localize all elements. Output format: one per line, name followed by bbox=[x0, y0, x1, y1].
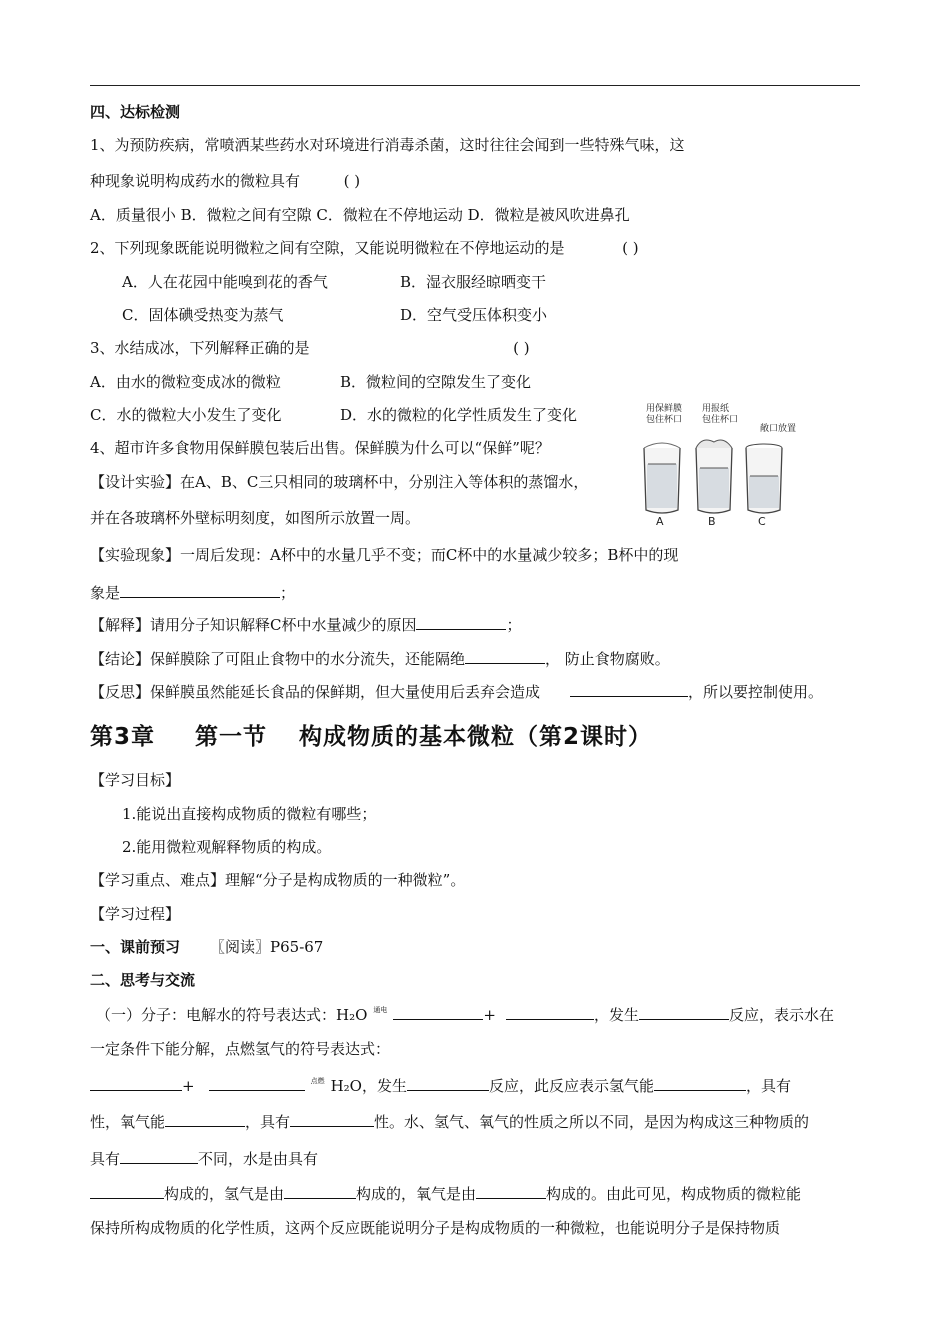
q2-answer-paren: ( ) bbox=[622, 239, 639, 257]
condition-ignite: 点燃 bbox=[310, 1077, 325, 1085]
q3-options-row2 bbox=[90, 405, 577, 425]
q3-line bbox=[90, 338, 530, 358]
oxygen-composition-label: 构成的，氧气是由 bbox=[356, 1185, 477, 1203]
discuss-heading: 二、思考与交流 bbox=[90, 971, 196, 989]
oxygen-ability-blank[interactable] bbox=[165, 1110, 245, 1127]
section-number: 第一节 bbox=[195, 724, 268, 750]
condition-electric: 通电 bbox=[373, 1006, 388, 1014]
oxygen-property-label: ，具有 bbox=[245, 1113, 291, 1131]
q3-option-a: A．由水的微粒变成冰的微粒 bbox=[90, 373, 281, 391]
reaction-type-blank[interactable] bbox=[639, 1003, 729, 1020]
cup-b-icon bbox=[696, 440, 732, 513]
q2-option-a: A．人在花园中能嗅到花的香气 bbox=[122, 273, 328, 291]
hydrogen-ability-blank[interactable] bbox=[654, 1074, 746, 1091]
plus-sign: + bbox=[483, 1006, 496, 1024]
molecule-line1-end: 反应，表示水在 bbox=[729, 1006, 835, 1024]
q4-phenomenon-end: ； bbox=[280, 584, 296, 602]
cup-a-letter: A bbox=[656, 515, 664, 528]
q3-options-row1 bbox=[90, 372, 531, 392]
hydrogen-composition-label: 构成的，氢气是由 bbox=[164, 1185, 285, 1203]
q4-stem: 4、超市许多食物用保鲜膜包装后出售。保鲜膜为什么可以“保鲜”呢？ bbox=[90, 439, 550, 457]
molecule-line2: 一定条件下能分解，点燃氢气的符号表达式： bbox=[90, 1040, 391, 1058]
plus-sign-2: + bbox=[182, 1077, 195, 1095]
hydrogen-ability-label: 反应，此反应表示氢气能 bbox=[488, 1077, 654, 1095]
q4-reflection-line bbox=[90, 680, 823, 702]
q2-option-c: C．固体碘受热变为蒸气 bbox=[122, 306, 284, 324]
q4-conclusion-end: ， 防止食物腐败。 bbox=[545, 650, 670, 668]
q4-design-line2: 并在各玻璃杯外壁标明刻度，如图所示放置一周。 bbox=[90, 509, 421, 527]
combustion-reaction-type-blank[interactable] bbox=[407, 1074, 489, 1091]
header-rule bbox=[90, 85, 860, 86]
q1-stem: 种现象说明构成药水的微粒具有 bbox=[90, 172, 301, 190]
process-heading: 【学习过程】 bbox=[90, 905, 181, 923]
electrolysis-product1-blank[interactable] bbox=[393, 1003, 483, 1020]
figure-label-b: 用报纸 包住杯口 bbox=[702, 404, 739, 425]
q4-phenomenon-line1: 【实验现象】一周后发现：A杯中的水量几乎不变；而C杯中的水量减少较多；B杯中的现 bbox=[90, 546, 679, 564]
electrolysis-label: （一）分子：电解水的符号表达式：H₂O bbox=[96, 1006, 368, 1024]
molecule-line5-end: 不同，水是由具有 bbox=[198, 1150, 319, 1168]
combustion-product: H₂O，发生 bbox=[330, 1077, 407, 1095]
q2-stem: 2、下列现象既能说明微粒之间有空隙，又能说明微粒在不停地运动的是 bbox=[90, 239, 565, 257]
molecule-line3 bbox=[90, 1074, 791, 1099]
molecule-line1 bbox=[96, 1003, 834, 1028]
q1-line2 bbox=[90, 171, 360, 191]
q1-options: A．质量很小 B．微粒之间有空隙 C．微粒在不停地运动 D．微粒是被风吹进鼻孔 bbox=[90, 206, 630, 224]
molecule-line5 bbox=[90, 1147, 318, 1169]
q4-conclusion-line bbox=[90, 647, 670, 669]
oxygen-property-blank[interactable] bbox=[290, 1110, 374, 1127]
q4-reflection-end: ，所以要控制使用。 bbox=[688, 683, 824, 701]
figure-label-c: 敞口放置 bbox=[760, 424, 797, 434]
chapter-number: 第3章 bbox=[90, 724, 156, 750]
reaction-word: ，发生 bbox=[593, 1006, 639, 1024]
q4-explain-label: 【解释】请用分子知识解释C杯中水量减少的原因 bbox=[90, 616, 417, 634]
q4-reflection-label: 【反思】保鲜膜虽然能延长食品的保鲜期，但大量使用后丢弃会造成 bbox=[90, 683, 541, 701]
water-particle-blank[interactable] bbox=[90, 1182, 164, 1199]
cups-drawing bbox=[636, 402, 808, 530]
section-heading: 四、达标检测 bbox=[90, 103, 181, 121]
q4-phenomenon-blank[interactable] bbox=[120, 581, 280, 598]
q4-conclusion-blank[interactable] bbox=[465, 647, 545, 664]
q3-option-b: B．微粒间的空隙发生了变化 bbox=[340, 373, 532, 391]
particle-blank[interactable] bbox=[120, 1147, 198, 1164]
q4-design-line1: 【设计实验】在A、B、C三只相同的玻璃杯中，分别注入等体积的蒸馏水， bbox=[90, 473, 589, 491]
figure-label-a: 用保鲜膜 包住杯口 bbox=[646, 404, 683, 425]
q4-reflection-blank[interactable] bbox=[570, 680, 688, 697]
cup-c-icon bbox=[746, 444, 782, 513]
electrolysis-product2-blank[interactable] bbox=[506, 1003, 594, 1020]
molecule-line3-end: ，具有 bbox=[746, 1077, 792, 1095]
goal-1: 1.能说出直接构成物质的微粒有哪些； bbox=[122, 805, 377, 823]
q4-phenomenon-label: 象是 bbox=[90, 584, 121, 602]
lesson-title: 构成物质的基本微粒（第2课时） bbox=[299, 724, 653, 750]
q2-option-d: D．空气受压体积变小 bbox=[400, 306, 548, 324]
q1-line1: 1、为预防疾病，常喷洒某些药水对环境进行消毒杀菌，这时往往会闻到一些特殊气味，这 bbox=[90, 136, 685, 154]
key-points: 【学习重点、难点】理解“分子是构成物质的一种微粒”。 bbox=[90, 871, 466, 889]
hydrogen-particle-blank[interactable] bbox=[284, 1182, 356, 1199]
q2-options-row1 bbox=[122, 272, 546, 292]
q4-explain-line bbox=[90, 613, 522, 635]
goal-2: 2.能用微粒观解释物质的构成。 bbox=[122, 838, 332, 856]
cup-a-icon bbox=[644, 443, 680, 513]
q2-option-b: B．湿衣服经晾晒变干 bbox=[400, 273, 547, 291]
q3-answer-paren: ( ) bbox=[513, 339, 530, 357]
molecule-line6 bbox=[90, 1182, 801, 1204]
q2-options-row2 bbox=[122, 305, 547, 325]
q4-explain-end: ； bbox=[506, 616, 522, 634]
q3-stem: 3、水结成冰，下列解释正确的是 bbox=[90, 339, 310, 357]
q4-explain-blank[interactable] bbox=[416, 613, 506, 630]
q4-conclusion-label: 【结论】保鲜膜除了可阻止食物中的水分流失，还能隔绝 bbox=[90, 650, 466, 668]
cup-b-letter: B bbox=[708, 515, 716, 528]
preview-line bbox=[90, 937, 323, 957]
preview-label: 一、课前预习 bbox=[90, 938, 181, 956]
molecule-line4-end: 性。水、氢气、氧气的性质之所以不同，是因为构成这三种物质的 bbox=[374, 1113, 810, 1131]
molecule-line6-end: 构成的。由此可见，构成物质的微粒能 bbox=[546, 1185, 802, 1203]
q2-line bbox=[90, 238, 639, 258]
q3-option-d: D．水的微粒的化学性质发生了变化 bbox=[340, 406, 578, 424]
chapter-title bbox=[90, 718, 652, 751]
molecule-line7: 保持所构成物质的化学性质，这两个反应既能说明分子是构成物质的一种微粒，也能说明分子是保持物质 bbox=[90, 1219, 781, 1237]
oxygen-ability-label: 性，氧气能 bbox=[90, 1113, 166, 1131]
q1-answer-paren: ( ) bbox=[343, 172, 361, 190]
goals-heading: 【学习目标】 bbox=[90, 771, 181, 789]
preview-reference: 〖阅读〗P65-67 bbox=[210, 938, 324, 956]
cups-experiment-figure bbox=[636, 402, 808, 530]
combustion-reactant2-blank[interactable] bbox=[209, 1074, 305, 1091]
cup-c-letter: C bbox=[758, 515, 766, 528]
particle-label: 具有 bbox=[90, 1150, 121, 1168]
q4-phenomenon-line2 bbox=[90, 581, 295, 603]
oxygen-particle-blank[interactable] bbox=[476, 1182, 546, 1199]
q3-option-c: C．水的微粒大小发生了变化 bbox=[90, 406, 282, 424]
combustion-reactant1-blank[interactable] bbox=[90, 1074, 182, 1091]
molecule-line4 bbox=[90, 1110, 809, 1132]
